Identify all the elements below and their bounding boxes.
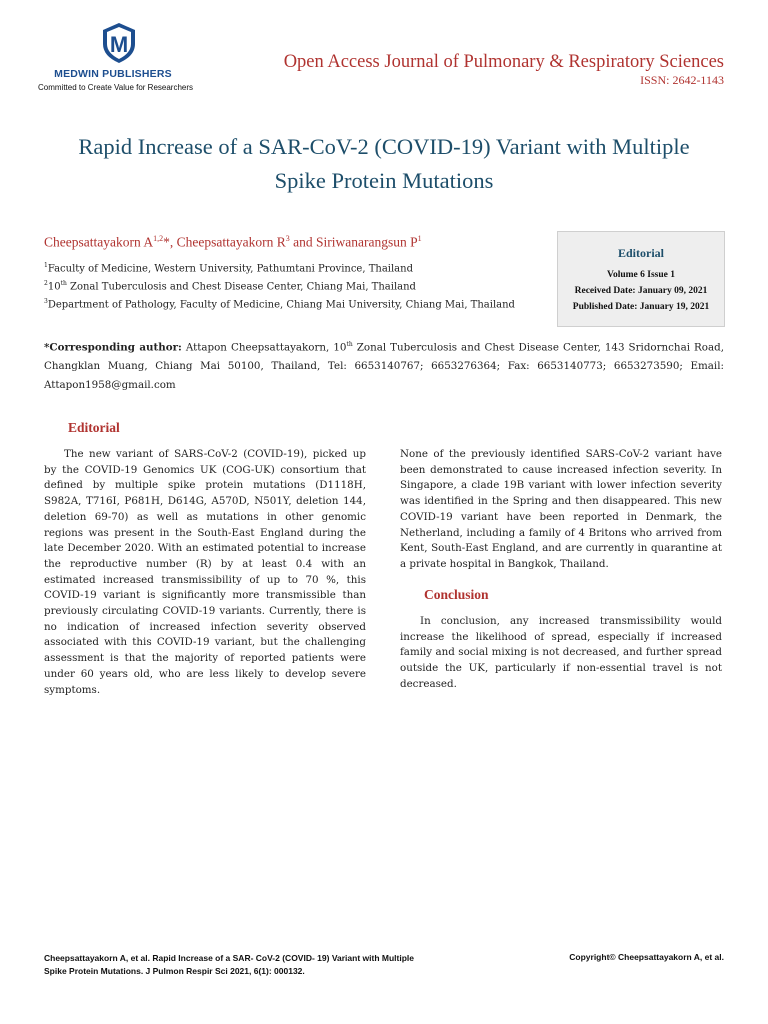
affiliation-text: Zonal Tuberculosis and Chest Disease Center, Chiang Mai, Thailand [66,281,416,293]
affiliation [44,262,413,274]
citation-footer [44,952,474,978]
affiliation-sup: 2 [44,280,48,287]
author-affil-sup: 3 [285,234,290,243]
corresponding-author [44,335,724,395]
journal-title[interactable]: Open Access Journal of Pulmonary & Respiratory Sciences [283,52,724,72]
affiliation-text: Faculty of Medicine, Western University, Pathumtani Province, Thailand [47,263,413,275]
corresponding-mark: *, [163,234,177,250]
affiliation [44,298,515,310]
conclusion-paragraph: In conclusion, any increased transmissibility would increase the likelihood of spread, especially if increased family and social mixing is not decreased, and further spread outside the UK, particularly if non-essential travel is not decreased. [400,615,722,690]
published-date: Published Date: January 19, 2021 [572,302,710,312]
affiliation-text: Department of Pathology, Faculty of Medicine, Chiang Mai University, Chiang Mai, Thailand [47,299,515,311]
received-date: Received Date: January 09, 2021 [574,286,708,296]
section-heading-conclusion: Conclusion [424,587,489,602]
citation-line: Cheepsattayakorn A, et al. Rapid Increase of a SAR- CoV-2 (COVID- 19) Variant with Multiple [44,953,414,963]
corresponding-text: Attapon Cheepsattayakorn, 10 [181,341,347,354]
volume-issue: Volume 6 Issue 1 [606,270,675,280]
article-title-line: Spike Protein Mutations [274,168,494,193]
affiliation-sup: 3 [44,298,48,305]
author-affil-sup: 1,2 [153,234,164,243]
article-title-line: Rapid Increase of a SAR-CoV-2 (COVID-19) Variant with Multiple [78,134,690,159]
svg-text:M: M [109,32,129,57]
author-list [44,234,422,251]
editorial-paragraph: The new variant of SARS-CoV-2 (COVID-19), picked up by the COVID-19 Genomics UK (COG-UK) consortium that defined by multiple spike protein mutations (D1118H, S982A, T716I, P681H, D614G, A570D, N501Y, deletion 144, deletion 69-70) as well as mutations in other genomic regions was present in the South-East England during the late December 2020. With an estimated potential to increase the reproductive number (R) by at least 0.4 with an estimated increased transmissibility of up to 70 %, this COVID-19 variant is significantly more transmissible than previously circulating COVID-19 variants. Currently, there is no indication of increased infection severity observed associated with this COVID-19 variant, but the challenging assessment is that the majority of reported patients were under 60 years old, who are less likely to develop severe symptoms. [44,448,366,696]
author-affil-sup: 1 [417,234,422,243]
citation-line: Spike Protein Mutations. J Pulmon Respir Sci 2021, 6(1): 000132. [44,966,305,976]
article-title [40,130,728,198]
corresponding-ordinal: th [346,341,353,348]
journal-issn: ISSN: 2642-1143 [640,73,724,87]
corresponding-text: Zonal Tuberculosis and Chest Disease Center, 143 Sridornchai Road, Changklan Muang, Chiang Mai 50100, Thailand, Tel: 6653140767; 6653276364; Fax: 6653140773; 6653273590; Email: Attapon1958@gmail.com [44,341,724,392]
affiliation-number: 10 [47,281,61,293]
author-join: and [289,234,316,250]
author-name[interactable]: Cheepsattayakorn A [44,234,154,250]
medwin-shield-icon [102,22,136,64]
publisher-logo[interactable] [38,22,223,94]
corresponding-label: *Corresponding author: [44,341,182,354]
author-name[interactable]: Cheepsattayakorn R [176,234,286,250]
article-info-box [557,231,725,327]
editorial-paragraph: None of the previously identified SARS-CoV-2 variant have been demonstrated to cause increased infection severity. In Singapore, a clade 19B variant with lower infection severity was identified in the Spring and then disappeared. This new COVID-19 variant have been reported in Denmark, the Netherland, including a family of 4 Britons who arrived from Kent, South-East England, and are currently in quarantine at a private hospital in Bangkok, Thailand. [400,448,722,570]
affiliation [44,280,416,292]
author-name[interactable]: Siriwanarangsun P [315,234,418,250]
affiliation-ordinal: th [60,280,67,287]
publisher-name: MEDWIN PUBLISHERS [54,68,172,80]
section-heading-editorial: Editorial [68,420,120,435]
affiliation-sup: 1 [44,262,48,269]
copyright-notice: Copyright© Cheepsattayakorn A, et al. [569,952,724,962]
publisher-tagline: Committed to Create Value for Researchers [38,83,194,92]
article-type: Editorial [617,246,664,260]
